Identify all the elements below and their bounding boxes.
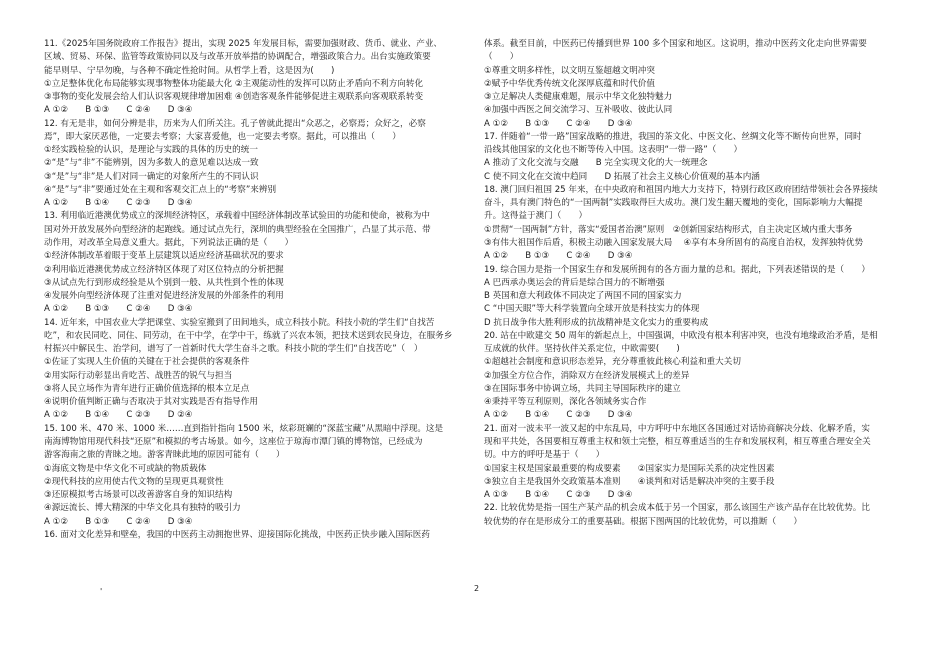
text-line: 17. 伴随着“一带一路”国家战略的推进，我国的茶文化、中医文化、丝绸文化等不断传向世界，同时 <box>484 131 862 142</box>
text-line: C “中国天眼”等大科学装置向全球开放是科技实力的体现 <box>484 304 700 315</box>
text-line: A ①② B ①③ C ②④ D ③④ <box>44 516 193 527</box>
text-line: ①超越社会制度和意识形态差异，充分尊重彼此核心利益和重大关切 <box>484 357 741 368</box>
text-line: 11.《2025年国务院政府工作报告》提出，实现 2025 年发展目标，需要加强财政、货币、就业、产业、 <box>44 39 443 49</box>
text-line: 升。这得益于澳门（ ） <box>484 211 588 222</box>
footer-mark: ' <box>100 587 103 596</box>
text-line: ④秉持平等互利原则，深化各领域务实合作 <box>484 397 647 408</box>
text-line: 奋斗，具有澳门特色的“一国两制”实践取得巨大成功。澳门发生翻天覆地的变化，国际影响力大幅提 <box>484 198 863 209</box>
text-line: D 抗日战争伟大胜利形成的抗战精神是文化实力的重要构成 <box>484 317 709 328</box>
text-line: 13. 利用临近港澳优势成立的深圳经济特区，承载着中国经济体制改革试验田的功能和使命，被称为中 <box>44 211 430 222</box>
text-line: ③有伟大祖国作后盾，积极主动融入国家发展大局 ④享有本身所固有的高度自治权，发挥独特优势 <box>484 237 864 248</box>
text-line: ④加强中西医之间交流学习、互补吸收、彼此认同 <box>484 105 673 116</box>
text-line: ①海底文物是中华文化不可或缺的物质载体 <box>44 463 207 474</box>
text-line: ①经实践检验的认识，是理论与实践的具体的历史的统一 <box>44 145 258 156</box>
text-line: 能早则早、宁早勿晚，与各种不确定性抢时间。从哲学上看，这是因为( ) <box>44 65 335 76</box>
text-line: 游客海南之旅的青睐之地。游客青睐此地的原因可能有（ ） <box>44 450 285 461</box>
text-line: A ①③ B ①④ C ②③ D ③④ <box>484 490 633 501</box>
text-line: 区域、贸易、环保、监管等政策协同以及与改革开放举措的协调配合，增强政策合力。出台实施政策要 <box>44 52 431 63</box>
text-line: ④“是”与“非”要通过处在主观和客观交汇点上的“考察”来辨别 <box>44 184 277 195</box>
text-line: ①立足整体优化布局能够实现事物整体功能最大化 ②主观能动性的发挥可以防止矛盾向不利方向转化 <box>44 78 424 89</box>
text-line: ②加强全方位合作，消除双方在经济发展模式上的差异 <box>484 370 690 381</box>
text-line: ③立足解决人类健康难题，展示中华文化独特魅力 <box>484 92 673 103</box>
text-line: ①尊重文明多样性，以文明互鉴超越文明冲突 <box>484 65 655 76</box>
text-line: ④发展外向型经济体现了注重对促进经济发展的外部条件的利用 <box>44 291 284 302</box>
text-line: A ①② B ①③ C ②④ D ③④ <box>44 304 193 315</box>
right-column <box>484 38 912 529</box>
text-line: 16. 面对文化差异和壁垒，我国的中医药主动拥抱世界、迎接国际化挑战，中医药正快步融入国际医药 <box>44 529 430 540</box>
text-line: 南海博物馆用现代科技“还原”和模拟的考古场景。如今，这座位于琼海市潭门镇的博物馆，已经成为 <box>44 436 423 447</box>
text-line: 体系。截至目前，中医药已传播到世界 100 多个国家和地区。这说明，推动中医药文化走向世界需要 <box>484 39 867 49</box>
text-line: ②“是”与“非”不能辨别，因为多数人的意见难以达成一致 <box>44 158 259 169</box>
text-line: ③在国际事务中协调立场，共同主导国际秩序的建立 <box>484 383 681 394</box>
text-line: 18. 澳门回归祖国 25 年来，在中央政府和祖国内地大力支持下，特别行政区政府团结带领社会各界接续 <box>484 184 878 195</box>
text-line: B 英国和意大利政体不同决定了两国不同的国家实力 <box>484 291 682 302</box>
text-line: 22. 比较优势是指一国生产某产品的机会成本低于另一个国家，那么该国生产该产品存在比较优势。比 <box>484 503 870 514</box>
text-line: A ①② B ①④ C ②③ D ③④ <box>44 198 193 209</box>
text-line: 19. 综合国力是指一个国家生存和发展所拥有的各方面力量的总和。据此，下列表述错误的是（ ） <box>484 264 870 275</box>
text-line: A ①② B ①③ C ②④ D ③④ <box>44 105 193 116</box>
text-line: ③独立自主是我国外交政策基本准则 ④谈判和对话是解决冲突的主要手段 <box>484 476 775 487</box>
text-line: ②现代科技的应用使古代文物的呈现更具观赏性 <box>44 476 224 487</box>
text-line: ①经济体制改革着眼于变革上层建筑以适应经济基础状况的要求 <box>44 251 284 262</box>
text-line: 20. 站在中欧建交 50 周年的新起点上，中国强调，中欧没有根本利害冲突，也没有地缘政治矛盾，是相 <box>484 330 878 341</box>
text-line: 村振兴中解民生、治学问，谱写了一首新时代大学生奋斗之歌。科技小院的学生们“自找苦吃”（ ） <box>44 344 423 355</box>
text-line: 12. 有无是非，如何分辨是非，历来为人们所关注。孔子曾就此提出“众恶之，必察焉；众好之，必察 <box>44 118 426 129</box>
text-line: 国对外开放发展外向型经济的起跑线。通过试点先行，深圳的典型经验在全国推广，凸显了其示范、带 <box>44 224 431 235</box>
text-line: 较优势的存在是形成分工的重要基础。根据下图两国的比较优势，可以推断（ ） <box>484 516 802 527</box>
text-line: C 使不同文化在交流中趋同 D 拓展了社会主义核心价值观的基本内涵 <box>484 171 760 182</box>
text-line: 吃”，和农民同吃、同住、同劳动，在干中学，在学中干，练就了兴农本领，把技术送到农民身边，在服务乡 <box>44 330 453 341</box>
text-line: ③还原模拟考古场景可以改善游客自身的知识结构 <box>44 490 233 501</box>
text-line: 14. 近年来，中国农业大学把课堂、实验室搬到了田间地头，成立科技小院。科技小院的学生们“自找苦 <box>44 317 435 328</box>
text-line: ③“是”与“非”是人们对同一确定的对象所产生的不同认识 <box>44 171 259 182</box>
text-line: （ ） <box>484 52 519 63</box>
text-line: A ①② B ①④ C ②③ D ③④ <box>484 410 633 421</box>
text-line: 动作用，对改革全局意义重大。据此，下列说法正确的是（ ） <box>44 237 294 248</box>
text-line: A 推动了文化交流与交融 B 完全实现文化的大一统理念 <box>484 158 708 169</box>
text-line: ③事物的变化发展会给人们认识客观规律增加困难 ④创造客观条件能够促进主观联系向客观联系转变 <box>44 92 424 103</box>
text-line: ③从试点先行到形成经验是从个别到一般、从共性到个性的体现 <box>44 277 284 288</box>
text-line: ①佐证了实现人生价值的关键在于社会提供的客观条件 <box>44 357 250 368</box>
text-line: 互成就的伙伴。坚持伙伴关系定位，中欧需要( ) <box>484 344 680 355</box>
text-line: ①贯彻“一国两制”方针，落实“爱国者治澳”原则 ②创新国家结构形式，自主决定区域内重大事务 <box>484 224 853 235</box>
text-line: ②利用临近港澳优势成立经济特区体现了对区位特点的分析把握 <box>44 264 284 275</box>
text-line: A ①② B ①③ C ②④ D ③④ <box>484 118 633 129</box>
text-line: ④源远流长、博大精深的中华文化具有独特的吸引力 <box>44 503 241 514</box>
text-line: 现和平共处，各国要相互尊重主权和领土完整，相互尊重适当的生存和发展权利，相互尊重合理安全关 <box>484 436 871 447</box>
text-line: A ①② B ①④ C ②③ D ②④ <box>44 410 193 421</box>
text-line: A 巴西承办奥运会的背后是综合国力的不断增强 <box>484 277 665 288</box>
text-line: ①国家主权是国家最重要的构成要素 ②国家实力是国际关系的决定性因素 <box>484 463 775 474</box>
text-line: ③将人民立场作为青年进行正确价值选择的根本立足点 <box>44 383 250 394</box>
text-line: A ①② B ①③ C ②④ D ③④ <box>484 251 633 262</box>
page-number: 2 <box>474 584 480 593</box>
text-line: ②用实际行动彰显出肯吃苦、战胜苦的锐气与担当 <box>44 370 233 381</box>
text-line: 沿线其他国家的文化也不断等传入中国。这表明“一带一路”（ ） <box>484 145 743 156</box>
text-line: 15. 100 米、470 米、1000 米……直到指针指向 1500 米，炫彩斑斓的“深蓝宝藏”从黑暗中浮现。这是 <box>44 423 444 434</box>
text-line: ②赋予中华优秀传统文化深厚底蕴和时代价值 <box>484 78 655 89</box>
text-line: ④说明价值判断正确与否取决于其对实践是否有指导作用 <box>44 397 258 408</box>
text-line: 21. 面对一波未平一波又起的中东乱局，中方呼吁中东地区各国通过对话协商解决分歧、化解矛盾，实 <box>484 423 870 434</box>
left-column <box>44 38 472 542</box>
text-line: 切。中方的呼吁是基于（ ） <box>484 450 605 461</box>
text-line: 焉”，即大家厌恶他，一定要去考察；大家喜爱他，也一定要去考察。据此，可以推出（ ） <box>44 131 401 142</box>
